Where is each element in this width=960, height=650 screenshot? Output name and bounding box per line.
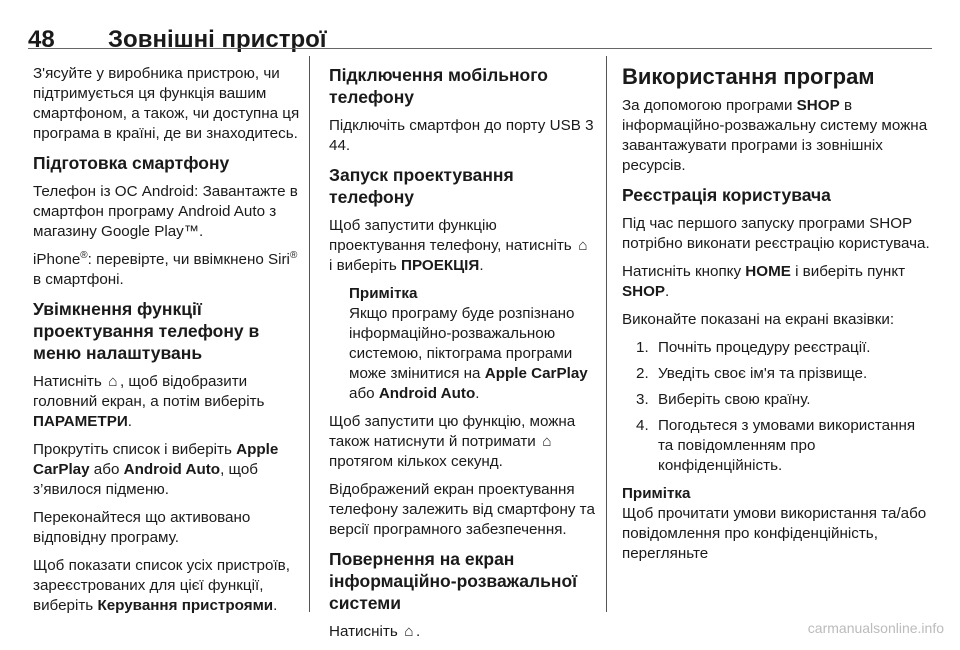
- shop-paragraph: [622, 96, 934, 176]
- iphone-paragraph: [33, 250, 301, 290]
- text-run: .: [665, 283, 670, 300]
- registered-mark: ®: [289, 249, 298, 261]
- list-item: [622, 416, 934, 476]
- list-item: [622, 364, 934, 384]
- column-divider-2: [606, 56, 607, 612]
- heading-enable-projection: Увімкнення функції проектування телефону в меню налаштувань: [33, 299, 260, 363]
- text-run: Підключіть смартфон до порту USB: [329, 117, 586, 134]
- apple-carplay-label: Apple CarPlay: [33, 441, 279, 478]
- text-run: в інформаційно-розважальну систему можна завантажувати програми із зовнішніх ресурсів.: [622, 97, 928, 174]
- text-run: або: [349, 385, 379, 402]
- scroll-list-paragraph: [33, 440, 301, 500]
- connect-paragraph: [329, 116, 597, 156]
- note-text: Щоб прочитати умови використання та/або повідомлення про конфіденційність, перегляньте: [622, 505, 927, 562]
- android-auto-label: Android Auto: [378, 385, 476, 402]
- projection-label: ПРОЕКЦІЯ: [401, 257, 480, 274]
- intro-paragraph: З'ясуйте у виробника пристрою, чи підтримується ця функція вашим смартфоном, а також, чи доступна ця програма в країні, де ви знаходитесь.: [33, 65, 300, 142]
- heading-using-apps: Використання програм: [622, 64, 875, 89]
- registered-mark: ®: [80, 249, 88, 261]
- home-label: HOME: [745, 263, 791, 280]
- device-list-paragraph: [33, 556, 301, 616]
- note-block: [349, 284, 597, 404]
- press-home-shop-paragraph: [622, 262, 934, 302]
- text-run: .: [479, 257, 484, 274]
- step-number: 4.: [636, 417, 649, 434]
- iphone-text-2: : перевірте, чи ввімкнено Siri: [87, 251, 290, 268]
- column-2: [329, 64, 597, 650]
- heading-user-registration: Реєстрація користувача: [622, 185, 831, 205]
- settings-label: ПАРАМЕТРИ: [33, 413, 128, 430]
- column-1: [33, 64, 301, 624]
- hold-paragraph: [329, 412, 597, 472]
- text-run: і виберіть: [329, 257, 402, 274]
- home-icon: ⌂: [578, 237, 588, 254]
- text-run: Натисніть: [329, 623, 402, 640]
- page-reference[interactable]: 3 44.: [329, 117, 594, 154]
- android-auto-label: Android Auto: [123, 461, 221, 478]
- shop-label: SHOP: [796, 97, 840, 114]
- page-number: 48: [28, 26, 55, 53]
- heading-return-infotainment: Повернення на екран інформаційно-розважальної системи: [329, 549, 578, 613]
- step-text: Погодьтеся з умовами використання та повідомленням про конфіденційність.: [658, 417, 916, 474]
- follow-instructions-paragraph: Виконайте показані на екрані вказівки:: [622, 311, 895, 328]
- step-text: Почніть процедуру реєстрації.: [658, 339, 871, 356]
- step-number: 1.: [636, 339, 649, 356]
- device-management-label: Керування пристроями: [97, 597, 274, 614]
- page-title: Зовнішні пристрої: [108, 26, 327, 53]
- first-launch-paragraph: Під час першого запуску програми SHOP потрібно виконати реєстрацію користувача.: [622, 215, 930, 252]
- text-run: Щоб показати список усіх пристроїв, зареєстрованих для цієї функції, виберіть: [33, 557, 290, 614]
- shop-label: SHOP: [622, 283, 666, 300]
- header-divider: [28, 48, 932, 49]
- heading-prepare-smartphone: Підготовка смартфону: [33, 153, 230, 173]
- text-run: Прокрутіть список і виберіть: [33, 441, 237, 458]
- heading-launch-projection: Запуск проектування телефону: [329, 165, 514, 207]
- launch-paragraph: [329, 216, 597, 276]
- home-icon: ⌂: [404, 623, 414, 640]
- text-run: , щоб з’явилося підменю.: [33, 461, 258, 498]
- text-run: Натисніть кнопку: [622, 263, 746, 280]
- android-paragraph: Телефон із ОС Android: Завантажте в смартфон програму Android Auto з магазину Google Play™.: [33, 183, 298, 240]
- note-text: [349, 304, 597, 404]
- list-item: [622, 390, 934, 410]
- confirm-paragraph: Переконайтеся що активовано відповідну програму.: [33, 509, 251, 546]
- step-number: 3.: [636, 391, 649, 408]
- heading-connect-phone: Підключення мобільного телефону: [329, 65, 548, 107]
- return-paragraph: [329, 622, 597, 642]
- text-run: .: [475, 385, 480, 402]
- note-title: Примітка: [622, 485, 691, 502]
- column-divider-1: [309, 56, 310, 612]
- iphone-text-3: в смартфоні.: [33, 271, 124, 288]
- step-number: 2.: [636, 365, 649, 382]
- text-run: .: [127, 413, 132, 430]
- column-3: [622, 64, 934, 564]
- text-run: Якщо програму буде розпізнано інформаційно-розважальною системою, піктограма програми може змінитися на: [349, 305, 575, 382]
- text-run: або: [89, 461, 124, 478]
- display-paragraph: Відображений екран проектування телефону залежить від смартфону та версії програмного забезпечення.: [329, 481, 595, 538]
- text-run: і виберіть пункт: [790, 263, 906, 280]
- home-icon: ⌂: [108, 373, 118, 390]
- text-run: протягом кількох секунд.: [329, 453, 503, 470]
- text-run: Щоб запустити функцію проектування телефону, натисніть: [329, 217, 576, 254]
- iphone-text: iPhone: [33, 251, 81, 268]
- watermark: carmanualsonline.info: [807, 620, 944, 636]
- apple-carplay-label: Apple CarPlay: [484, 365, 588, 382]
- list-item: [622, 338, 934, 358]
- text-run: .: [415, 623, 421, 640]
- press-home-paragraph: [33, 372, 301, 432]
- note-block: [622, 484, 934, 564]
- registration-steps: [622, 338, 934, 476]
- text-run: , щоб відобразити головний екран, а потім виберіть: [33, 373, 265, 410]
- text-run: Натисніть: [33, 373, 106, 390]
- step-text: Виберіть свою країну.: [658, 391, 811, 408]
- text-run: За допомогою програми: [622, 97, 797, 114]
- home-icon: ⌂: [542, 433, 552, 450]
- text-run: .: [273, 597, 278, 614]
- note-title: Примітка: [349, 285, 418, 302]
- text-run: Щоб запустити цю функцію, можна також натиснути й потримати: [329, 413, 576, 450]
- step-text: Уведіть своє ім'я та прізвище.: [658, 365, 868, 382]
